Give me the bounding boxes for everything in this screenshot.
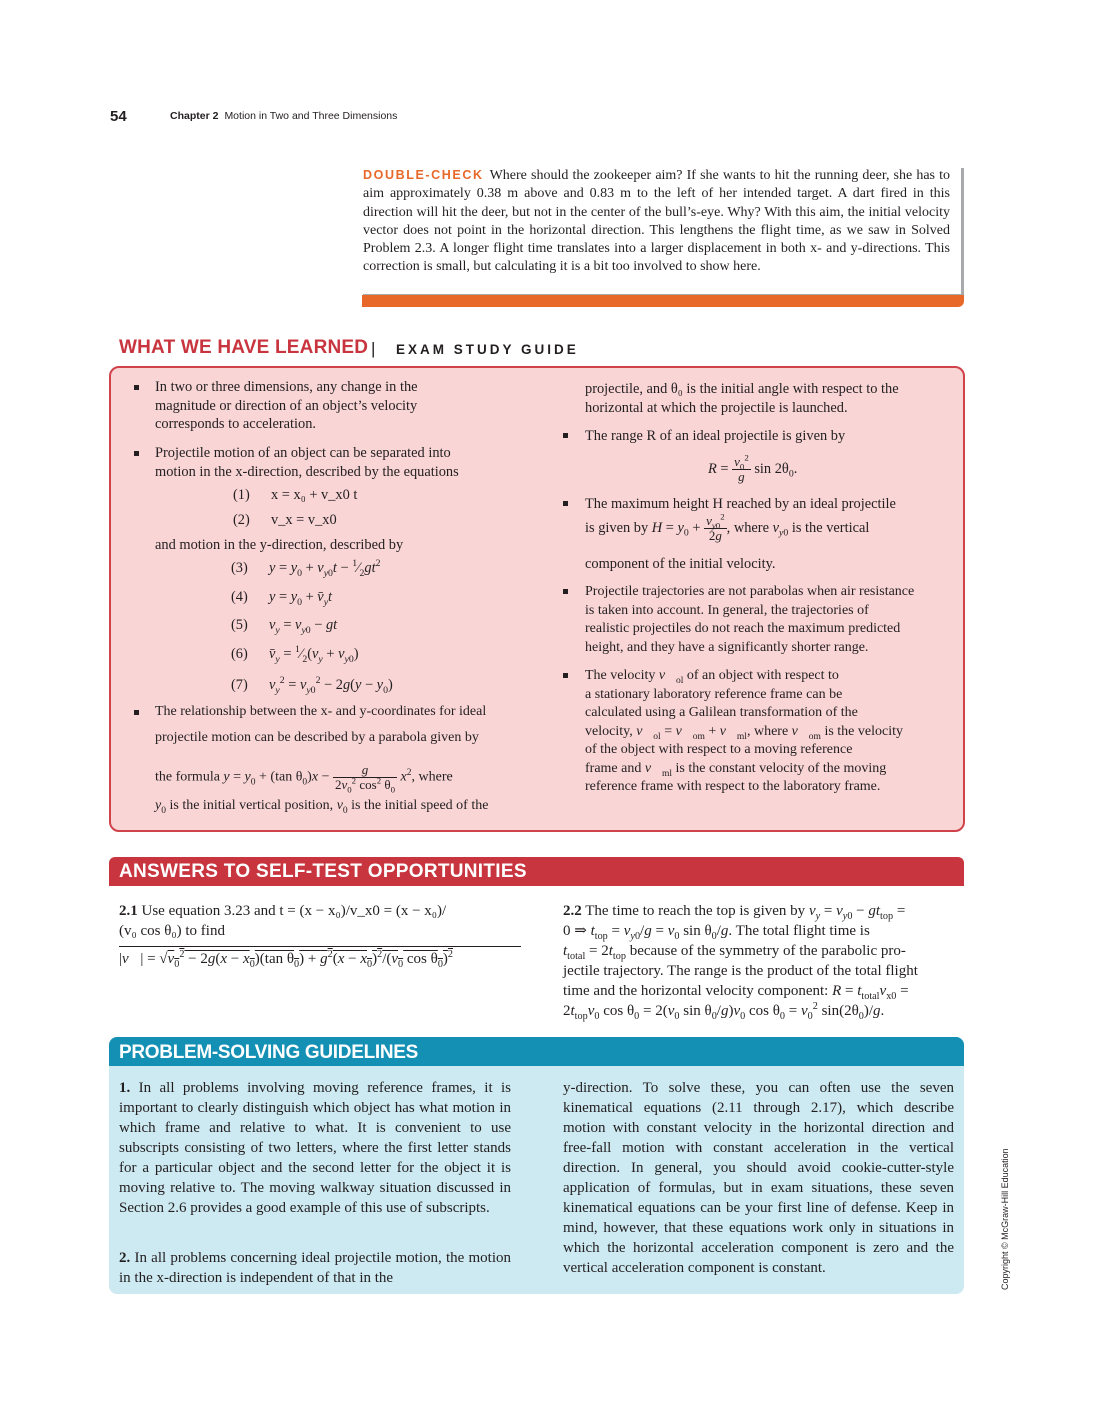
galilean-text bbox=[585, 667, 903, 797]
text-line: frame and $v⃗_{ml}$ is the constant velocity of the moving bbox=[585, 760, 887, 779]
learned-bullet-3-line-4: $y_0$ is the initial vertical position, $v_0$ is the initial speed of the bbox=[155, 798, 489, 816]
text-line: of the object with respect to a moving reference bbox=[585, 742, 853, 757]
answer-2-2 bbox=[563, 901, 963, 1021]
text-fragment: time and the horizontal velocity component: bbox=[563, 983, 829, 999]
text-fragment: is given by bbox=[585, 519, 649, 536]
learned-bullet-2 bbox=[155, 444, 459, 481]
answers-title: ANSWERS TO SELF-TEST OPPORTUNITIES bbox=[119, 861, 527, 882]
equation-number: (2) bbox=[233, 512, 250, 528]
text-line: 2.2 The time to reach the top is given by $v_y = v_{y0} - gt_{top}$ = bbox=[563, 903, 906, 922]
guideline-1 bbox=[119, 1078, 511, 1218]
learned-title: WHAT WE HAVE LEARNED bbox=[119, 337, 369, 358]
learned-separator: | bbox=[371, 339, 376, 358]
text-line: $2t_{top}v_0$ $\cos \theta_0 = 2(v_0$ $\sin \theta_0/g)v_0$ $\cos \theta_0 = v_0^2$ $\sin(2\theta_0)/g$. bbox=[563, 1001, 885, 1022]
text-line: (v₀ cos θ₀) to find bbox=[119, 923, 225, 939]
equation-5: (5) $v_y = v_{y0}$ − gt bbox=[231, 617, 338, 636]
bullet-icon bbox=[134, 710, 139, 715]
height-line-2: is given by $H = y_0$ + $\frac{v_{y0}^2}{2g}$ , where $v_{y0}$ is the vertical bbox=[585, 511, 870, 543]
text-line: jectile trajectory. The range is the product of the total flight bbox=[563, 963, 918, 979]
learned-bullet-3-line-2: projectile motion can be described by a parabola given by bbox=[155, 730, 479, 745]
text-line: Projectile motion of an object can be separated into bbox=[155, 445, 451, 461]
equation-body: x = x₀ + v_x0 t bbox=[271, 487, 358, 503]
bullet-icon bbox=[563, 589, 568, 594]
text-line: height, and they have a significantly shorter range. bbox=[585, 639, 869, 655]
guidelines-title: PROBLEM-SOLVING GUIDELINES bbox=[119, 1042, 419, 1063]
running-head bbox=[170, 110, 397, 122]
answer-number: 2.1 bbox=[119, 903, 138, 919]
guideline-2 bbox=[119, 1248, 511, 1288]
text-fragment: The time to reach the top is given by bbox=[585, 903, 806, 919]
guideline-text: In all problems concerning ideal projectile motion, the motion in the x-direction is independent of that in the bbox=[119, 1250, 511, 1286]
equation-number: (1) bbox=[233, 487, 250, 503]
height-line-1: The maximum height H reached by an ideal projectile bbox=[585, 496, 896, 512]
text-fragment: Use equation 3.23 and t = (x − x₀)/v_x0 = (x − x₀)/ bbox=[141, 903, 447, 919]
equation-number: (5) bbox=[231, 617, 248, 633]
chapter-title: Motion in Two and Three Dimensions bbox=[224, 110, 398, 122]
bullet-icon bbox=[563, 433, 568, 438]
text-fragment: is the initial vertical position, bbox=[169, 798, 334, 813]
guideline-text: In all problems involving moving reference frames, it is important to clearly distinguish which object has what motion in which frame and relative to what. It is convenient to use subscripts consisting of two letters, where the first letter stands for a particular object and the second letter for the object it is moving relative to. The moving walkway situation discussed in Section 2.6 provides a good example of this use of subscripts. bbox=[119, 1080, 512, 1216]
equation-2 bbox=[233, 512, 337, 529]
text-line: $t_{total} = 2t_{top}$ because of the symmetry of the parabolic pro- bbox=[563, 943, 906, 962]
guideline-number: 1. bbox=[119, 1080, 131, 1096]
text-line: reference frame with respect to the laboratory frame. bbox=[585, 779, 881, 794]
text-fragment: , where bbox=[746, 723, 789, 739]
text-line: horizontal at which the projectile is launched. bbox=[585, 399, 848, 416]
text-fragment: , where bbox=[411, 769, 453, 785]
range-text: The range R of an ideal projectile is given by bbox=[585, 428, 846, 444]
equation-body: v_x = v_x0 bbox=[271, 512, 337, 528]
text-line: calculated using a Galilean transformation of the bbox=[585, 705, 858, 720]
double-check-text bbox=[363, 166, 950, 277]
height-line-3: component of the initial velocity. bbox=[585, 556, 776, 572]
bullet-icon bbox=[563, 501, 568, 506]
text-line: is taken into account. In general, the trajectories of bbox=[585, 602, 869, 618]
text-fragment: is the velocity bbox=[824, 723, 903, 739]
text-line: projectile, and θ₀ is the initial angle with respect to the bbox=[585, 381, 899, 397]
equation-1 bbox=[233, 487, 357, 504]
equation-7: (7) $v_y^2 = v_{y0}^2 - 2g(y - y_0)$ bbox=[231, 675, 393, 696]
speed-formula: |v⃗| = $√v_0^2 - 2g(x - x_0)(\tan$ $\theta_0) + g^2(x - x_0)^2/(v_0$ $\cos \theta_0)^2$ bbox=[119, 949, 454, 970]
double-check-label: DOUBLE-CHECK bbox=[363, 168, 484, 182]
parabola-formula: the formula $y = y_0 + (\tan$ $\theta_0)x$ − $\frac{g}{2v_0^2 \cos^2 \theta_0}$ $x^2$, where bbox=[155, 762, 453, 795]
equation-number: (4) bbox=[231, 589, 248, 605]
chapter-label: Chapter 2 bbox=[170, 110, 219, 122]
text-fragment: because of the symmetry of the parabolic pro- bbox=[629, 943, 906, 959]
text-line: a stationary laboratory reference frame can be bbox=[585, 686, 843, 702]
equation-number: (7) bbox=[231, 677, 248, 693]
double-check-accent-bar bbox=[362, 295, 964, 307]
equation-4: (4) $y = y_0$ + $v̄_yt$ bbox=[231, 589, 333, 608]
text-line: realistic projectiles do not reach the maximum predicted bbox=[585, 621, 901, 636]
text-fragment: the formula bbox=[155, 769, 220, 785]
copyright-notice: Copyright © McGraw-Hill Education bbox=[1000, 1148, 1010, 1290]
text-line: 0 ⇒ $t_{top} = v_{y0}/g = v_0$ $\sin \theta_0/g$. The total flight time is bbox=[563, 923, 870, 942]
learned-bullet-3-line-1: The relationship between the x- and y-coordinates for ideal bbox=[155, 704, 487, 719]
learned-bullet-1 bbox=[155, 378, 418, 434]
learned-subtitle: EXAM STUDY GUIDE bbox=[396, 342, 579, 357]
text-fragment: , where bbox=[726, 519, 769, 536]
text-line: In two or three dimensions, any change in the bbox=[155, 379, 418, 395]
answer-number: 2.2 bbox=[563, 903, 582, 919]
text-line: motion in the x-direction, described by the equations bbox=[155, 463, 459, 480]
text-line: time and the horizontal velocity component: $R = t_{total}v_{x0}$ = bbox=[563, 983, 909, 1002]
text-fragment: The velocity bbox=[585, 668, 656, 683]
rule bbox=[119, 946, 521, 947]
guideline-number: 2. bbox=[119, 1250, 131, 1266]
bullet-icon bbox=[134, 385, 139, 390]
equation-6: (6) $v̄_y$ = $^1⁄_2(v_y + v_{y0})$ bbox=[231, 644, 359, 665]
text-fragment: velocity, bbox=[585, 723, 633, 739]
text-fragment: is the constant velocity of the moving bbox=[675, 760, 887, 776]
bullet-icon bbox=[563, 673, 568, 678]
bullet-icon bbox=[134, 451, 139, 456]
answer-2-1 bbox=[119, 901, 446, 941]
text-fragment: of an object with respect to bbox=[686, 668, 839, 683]
text-line: magnitude or direction of an object’s velocity bbox=[155, 397, 418, 414]
equation-3: (3) $y = y_0 + v_{y0}t$ − $^1⁄_2gt^2$ bbox=[231, 558, 381, 579]
range-formula: R = $\frac{v_0^2}{g}$ $\sin 2\theta_0$. bbox=[708, 452, 798, 484]
y-direction-intro: and motion in the y-direction, described by bbox=[155, 537, 404, 553]
text-line bbox=[119, 901, 446, 921]
learned-right-1 bbox=[585, 380, 899, 417]
air-resistance-text bbox=[585, 583, 914, 657]
equation-number: (3) bbox=[231, 560, 248, 576]
guideline-2-continued: y-direction. To solve these, you can often use the seven kinematical equations (2.11 through 2.17), which describe motion with constant velocity in the horizontal direction and free-fall motion with constant acceleration in the vertical direction. In general, you should avoid cookie-cutter-style application of formulas, but in exam situations, these seven kinematical equations can be your first line of defense. Keep in mind, however, that these equations work only in situations in which the horizontal acceleration component is zero and the vertical acceleration component is constant. bbox=[563, 1080, 954, 1276]
text-line: corresponds to acceleration. bbox=[155, 416, 317, 432]
text-line: velocity, $v⃗_{ol}$ = $v⃗_{om}$ + $v⃗_{ml}$, where $v⃗_{om}$ is the velocity bbox=[585, 723, 903, 742]
text-line: Projectile trajectories are not parabolas when air resistance bbox=[585, 584, 915, 599]
double-check-body: Where should the zookeeper aim? If she wants to hit the running deer, she has to aim approximately 0.38 m above and 0.83 m to the left of her intended target. A dart fired in this direction will hit the deer, but not in the center of the bull’s-eye. Why? With this aim, the initial velocity vector does not point in the horizontal direction. This lengthens the flight time, as we saw in Solved Problem 2.3. A longer flight time translates into a larger displacement in both x- and y-directions. This correction is small, but calculating it is a bit too involved to show here. bbox=[363, 168, 950, 275]
text-fragment: is the vertical bbox=[791, 519, 870, 536]
text-fragment: frame and bbox=[585, 760, 642, 776]
equation-number: (6) bbox=[231, 646, 248, 662]
text-line: The velocity $v⃗_{ol}$ of an object with respect to bbox=[585, 668, 839, 686]
page-number: 54 bbox=[110, 108, 127, 125]
text-fragment: is the initial speed of the bbox=[351, 798, 489, 813]
